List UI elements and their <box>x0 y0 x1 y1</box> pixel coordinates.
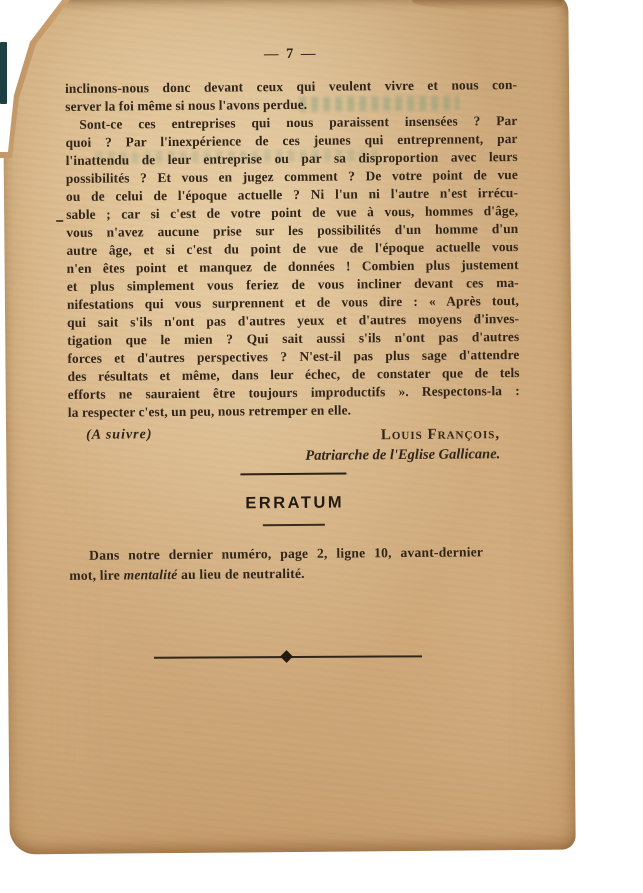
erratum-text: au lieu de neutralité. <box>177 565 305 582</box>
body-line: possibilités ? Et vous en jugez comment ? De votre point de vue <box>65 166 518 186</box>
body-line: qui sait s'ils n'ont pas d'autres yeux et d'autres moyens d'inves- <box>67 310 520 330</box>
page-edge-curl <box>412 0 562 10</box>
erratum-text: mot, lire <box>69 566 124 583</box>
body-line: et plus simplement vous feriez de vous incliner devant ces ma- <box>66 274 519 294</box>
body-line: la respecter c'est, un peu, nous retremper en elle. <box>67 402 352 420</box>
erratum-emphasis: mentalité <box>123 566 178 582</box>
body-line: des résultats et même, dans leur échec, de constater que de tels <box>67 364 520 384</box>
diamond-ornament <box>280 650 293 663</box>
signature-block <box>305 424 500 466</box>
footer-divider <box>154 650 422 663</box>
section-rule <box>263 524 325 526</box>
body-line: Sont-ce ces entreprises qui nous paraissent insensées ? Par <box>79 112 518 132</box>
body-line: nifestations qui vous surprennent et de vous dire : « Après tout, <box>66 292 519 312</box>
body-line: efforts ne sauraient être toujours improductifs ». Respectons-la : <box>67 382 520 402</box>
body-line: ou de celui de l'époque actuelle ? Ni l'un ni l'autre n'est irrécu- <box>65 184 519 204</box>
erratum-body <box>69 542 483 585</box>
body-line: inclinons-nous donc devant ceux qui veulent vivre et nous con- <box>64 76 518 96</box>
section-rule <box>240 473 346 476</box>
body-text <box>65 76 520 422</box>
signature-title: Patriarche de l'Eglise Gallicane. <box>305 446 501 464</box>
body-line: server la foi même si nous l'avons perdue. <box>65 96 308 114</box>
erratum-line <box>69 562 483 585</box>
scanner-edge-strip <box>0 42 7 104</box>
continuation-note: (A suivre) <box>86 427 153 443</box>
body-line: sable ; car si c'est de votre point de vue à vous, hommes d'âge, <box>66 202 519 222</box>
ink-speck <box>56 220 63 222</box>
body-line: n'en êtes point et manquez de données ! Combien plus justement <box>66 256 519 276</box>
page-number: — 7 — <box>263 45 318 63</box>
body-line: autre âge, et si c'est du point de vue de l'époque actuelle vous <box>66 238 519 258</box>
body-line: l'inattendu de leur entreprise ou par sa disproportion avec leurs <box>65 148 518 168</box>
document-page <box>2 0 575 854</box>
body-line: vous n'avez aucune prise sur les possibilités d'un homme d'un <box>66 220 519 240</box>
body-line: forces et d'autres perspectives ? N'est-il pas plus sage d'attendre <box>67 346 520 366</box>
body-line: quoi ? Par l'inexpérience de ces jeunes qui entreprennent, par <box>65 130 518 150</box>
erratum-line: Dans notre dernier numéro, page 2, ligne 10, avant-dernier <box>89 544 484 563</box>
erratum-heading: ERRATUM <box>245 493 345 513</box>
signature-name: Louis François, <box>380 426 501 444</box>
body-line: tigation que le mien ? Qui sait aussi s'ils n'ont pas d'autres <box>67 328 520 348</box>
